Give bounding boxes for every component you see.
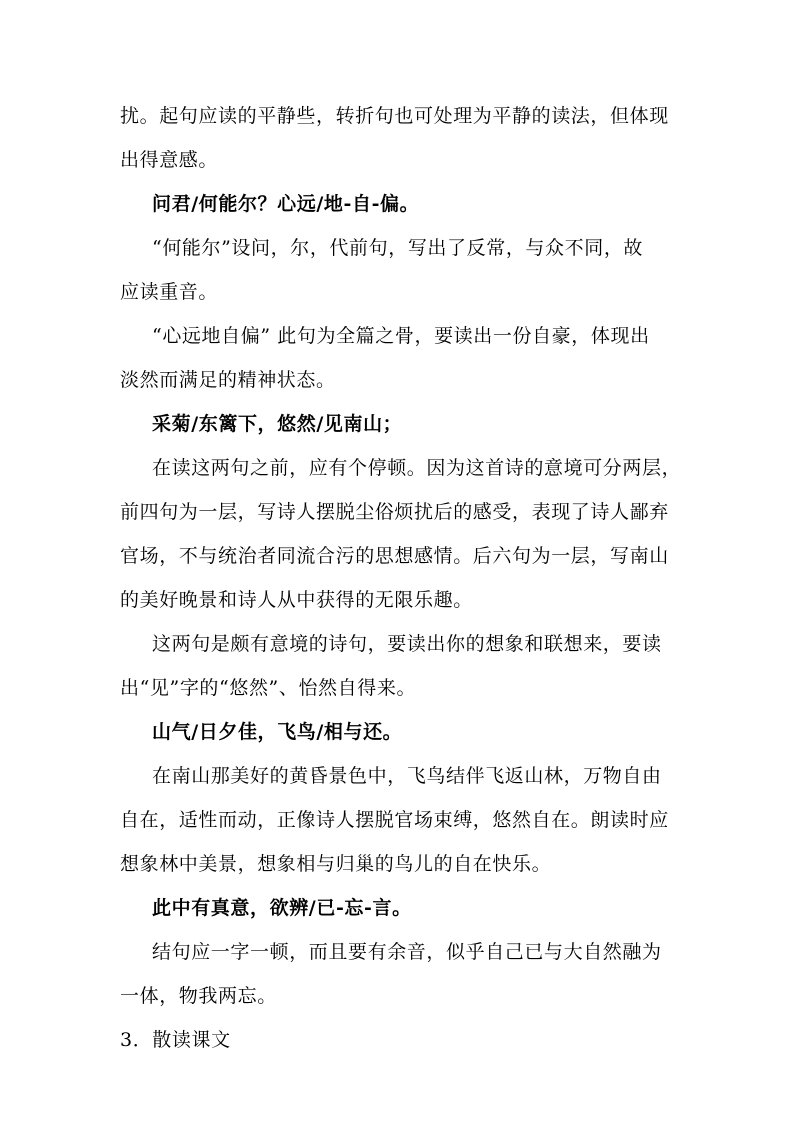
paragraph-line: 这两句是颇有意境的诗句，要读出你的想象和联想来，要读	[152, 633, 662, 655]
paragraph-line: 在读这两句之前，应有个停顿。因为这首诗的意境可分两层，	[152, 457, 682, 479]
paragraph-line: 一体，物我两忘。	[120, 985, 277, 1007]
paragraph-line: 自在，适性而动，正像诗人摆脱官场束缚，悠然自在。朗读时应	[120, 809, 669, 831]
poem-line-heading: 采菊/东篱下，悠然/见南山；	[152, 413, 403, 435]
paragraph-line: 想象林中美景，想象相与归巢的鸟儿的自在快乐。	[120, 853, 552, 875]
paragraph-line: “心远地自偏” 此句为全篇之骨，要读出一份自豪，体现出	[152, 325, 650, 347]
paragraph-line: 前四句为一层，写诗人摆脱尘俗烦扰后的感受，表现了诗人鄙弃	[120, 501, 669, 523]
paragraph-line: 官场，不与统治者同流合污的思想感情。后六句为一层，写南山	[120, 545, 669, 567]
poem-line-heading: 山气/日夕佳，飞鸟/相与还。	[152, 721, 403, 743]
paragraph-line: 出“见”字的“悠然”、怡然自得来。	[120, 677, 417, 699]
paragraph-line: 在南山那美好的黄昏景色中，飞鸟结伴飞返山林，万物自由	[152, 765, 662, 787]
section-heading: 3．散读课文	[120, 1029, 231, 1051]
paragraph-line: “何能尔”设问，尔，代前句，写出了反常，与众不同，故	[152, 237, 644, 259]
paragraph-line: 结句应一字一顿，而且要有余音，似乎自己已与大自然融为	[152, 941, 662, 963]
paragraph-line: 的美好晚景和诗人从中获得的无限乐趣。	[120, 589, 473, 611]
paragraph-line: 淡然而满足的精神状态。	[120, 369, 336, 391]
paragraph-line: 扰。起句应读的平静些，转折句也可处理为平静的读法，但体现	[120, 105, 669, 127]
poem-line-heading: 问君/何能尔？心远/地-自-偏。	[152, 193, 420, 215]
paragraph-line: 出得意感。	[120, 149, 219, 171]
poem-line-heading: 此中有真意，欲辨/已-忘-言。	[152, 897, 412, 919]
paragraph-line: 应读重音。	[120, 281, 219, 303]
